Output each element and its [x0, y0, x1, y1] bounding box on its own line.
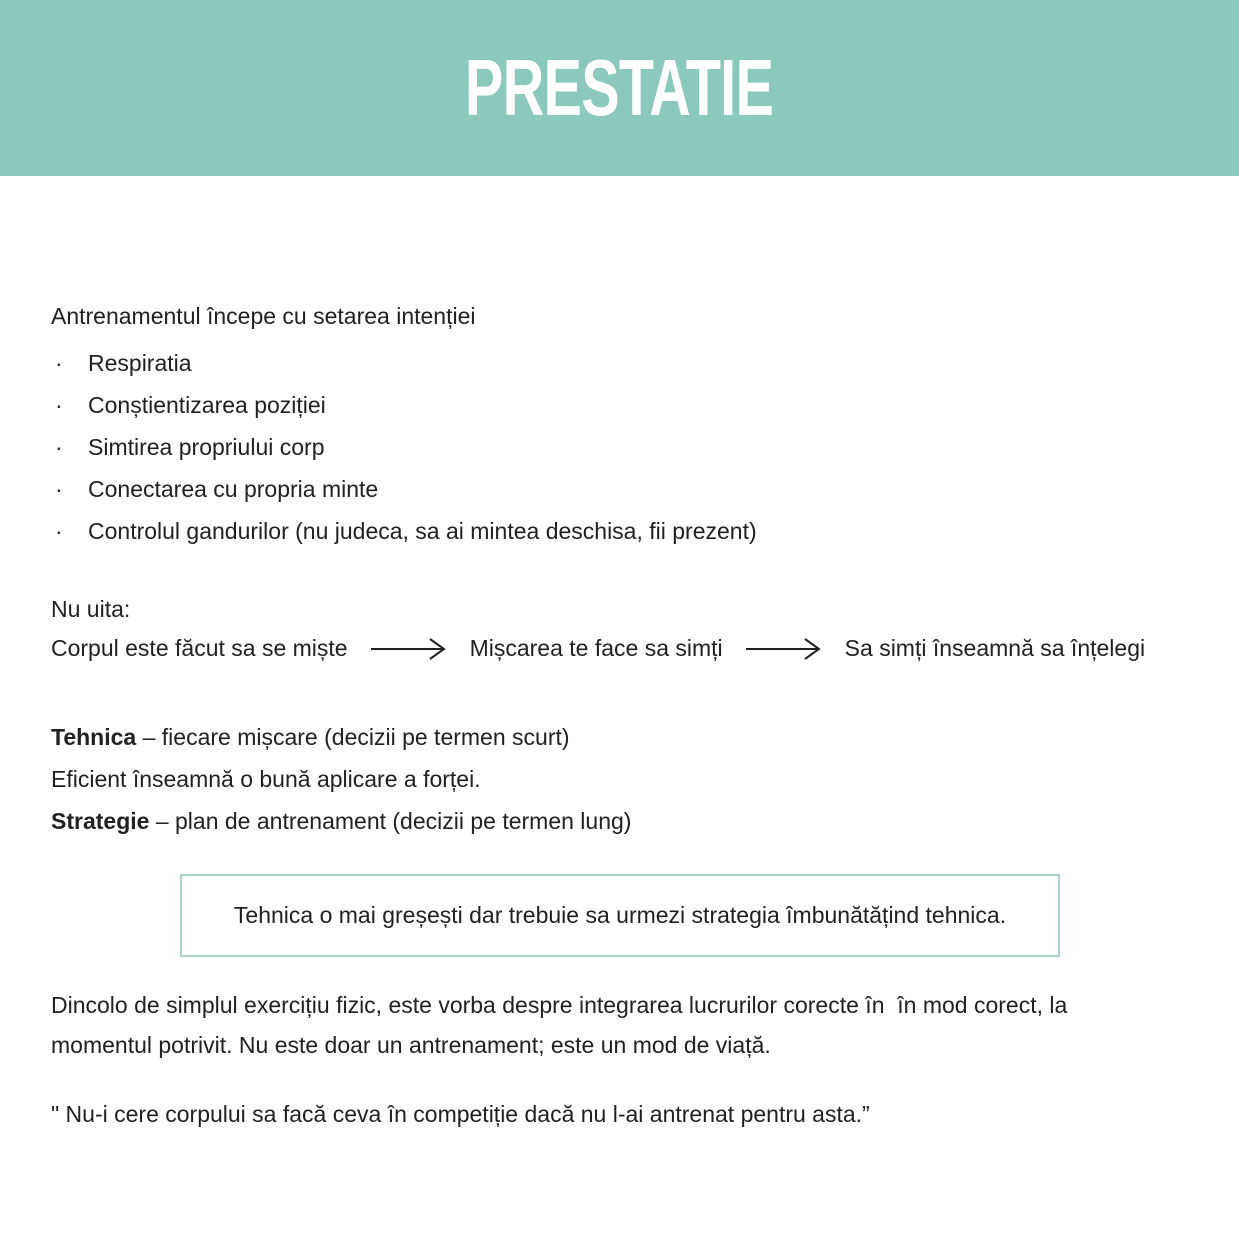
- header-banner: [0, 0, 1239, 176]
- list-item: [51, 510, 1188, 552]
- bullet-list: [51, 342, 1188, 552]
- bullet-icon: ·: [55, 433, 63, 460]
- page-title: PRESTATIE: [465, 43, 774, 132]
- body-paragraph: [51, 985, 1188, 1065]
- paragraph-line: momentul potrivit. Nu este doar un antrenament; este un mod de viață.: [51, 1032, 771, 1058]
- definition-line: [51, 758, 1188, 800]
- flow-step: Mișcarea te face sa simți: [469, 635, 723, 661]
- definition-term: Tehnica: [51, 724, 137, 750]
- paragraph-line: Dincolo de simplul exercițiu fizic, este vorba despre integrarea lucrurilor corecte în în mod corect, la: [51, 992, 1068, 1018]
- bullet-text: Conectarea cu propria minte: [88, 475, 379, 502]
- content-area: [0, 303, 1239, 1128]
- list-item: [51, 468, 1188, 510]
- definition-line: [51, 800, 1188, 842]
- definitions-block: [51, 716, 1188, 842]
- definition-term: Strategie: [51, 808, 150, 834]
- flow-step: Corpul este făcut sa se miște: [51, 635, 348, 661]
- bullet-icon: ·: [55, 391, 63, 418]
- callout-box: [180, 874, 1060, 957]
- bullet-text: Conștientizarea poziției: [88, 391, 326, 418]
- bullet-icon: ·: [55, 349, 63, 376]
- bullet-icon: ·: [55, 475, 63, 502]
- flow-row: [51, 635, 1188, 662]
- bullet-text: Respiratia: [88, 349, 192, 376]
- long-right-arrow-icon: [370, 636, 448, 662]
- definition-text: Eficient înseamnă o bună aplicare a forței.: [51, 766, 481, 792]
- long-right-arrow-icon: [745, 636, 823, 662]
- bullet-icon: ·: [55, 517, 63, 544]
- list-item: [51, 384, 1188, 426]
- definition-text: – plan de antrenament (decizii pe termen lung): [149, 808, 632, 834]
- list-item: [51, 426, 1188, 468]
- intro-line: Antrenamentul începe cu setarea intenției: [51, 303, 476, 329]
- bullet-text: Controlul gandurilor (nu judeca, sa ai mintea deschisa, fii prezent): [88, 517, 757, 544]
- flow-step: Sa simți înseamnă sa înțelegi: [844, 635, 1146, 661]
- bullet-text: Simtirea propriului corp: [88, 433, 325, 460]
- callout-text: Tehnica o mai greșești dar trebuie sa urmezi strategia îmbunătățind tehnica.: [233, 902, 1007, 928]
- reminder-label: Nu uita:: [51, 596, 131, 622]
- quote-line: " Nu-i cere corpului sa facă ceva în competiție dacă nu l-ai antrenat pentru asta.”: [51, 1101, 870, 1127]
- list-item: [51, 342, 1188, 384]
- definition-text: – fiecare mișcare (decizii pe termen scurt): [136, 724, 570, 750]
- definition-line: [51, 716, 1188, 758]
